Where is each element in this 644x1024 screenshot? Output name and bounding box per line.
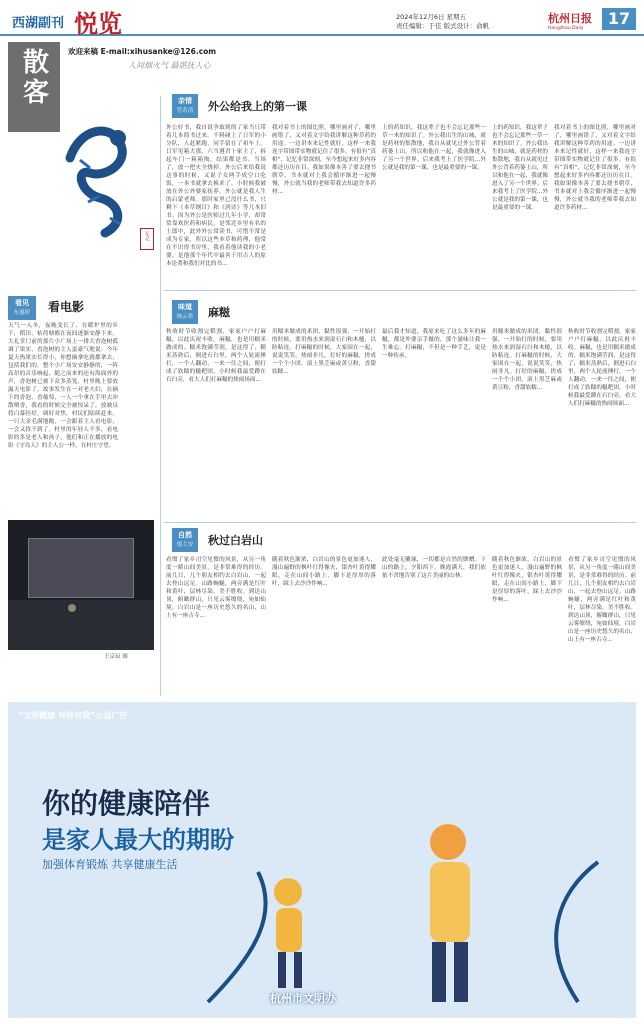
page-header (0, 0, 644, 36)
column-name: 散客 (18, 48, 49, 108)
sidebar-photo (8, 520, 154, 650)
projector-light (68, 604, 76, 612)
article2-tag-label: 味道 (178, 303, 192, 311)
runner-adult-body (430, 862, 470, 942)
article2-tag-author: 杨云希 (176, 314, 194, 320)
ad-label: “文明健康 有你有我”公益广告 (18, 711, 128, 720)
runner-child-head (274, 878, 302, 906)
paper-logo (548, 10, 592, 31)
article1-tag (172, 94, 198, 118)
section-divider-2 (164, 522, 636, 523)
article3-col3: 此处毫无雕琢，一切都是自然的馈赠。下山的路上，夕阳西下，晚霞满天，我们依依不舍地告别了这片美丽的山林。 (382, 557, 486, 579)
article1-tag-author: 管若清 (176, 108, 194, 114)
runner-adult-leg (432, 942, 446, 1002)
article1-col1: 外公好书，我自说争取到的了家当只带着几本简书过来。不料碰上了日军的小分队，人赶紧跑，同手留在了祖车上。日军见箱大那，六当遵君十家主了，拆起车门一箱箱掏，结果都是书。当场了，放一把火全烧掉。外公后来给我说这事的时候，又说子女两手成空口吃饭，一本书就拿去换米了。小时候我被放在外公外婆家抚养，外公就是我人生的启蒙老师。那时家里已没什么书，只剩下《本草纲目》和《唐诗》等几本旧书。因为外公是医师过几年小学，却常常靠欢医药和病民，是邻近乡里有名的土郎中，此外外公常读书，可惜不常是成为专家，所以这些本草和药理，他常在不识得书房里，我看着他读我的小老婆，是他那个年代中最善于用古人的原本论著和我们对比的书... (166, 125, 266, 267)
article3-title: 秋过白岩山 (208, 534, 263, 547)
ad-organization: 杭州市文明办 (270, 992, 336, 1005)
slogan-line: 人间烟火气 最堪抚人心 (128, 61, 211, 70)
article2-col3: 最后我才知道，我原来吃了这么多年的麻糍，都是外婆亲手做的，那个滋味让我一生难忘。打麻糍，不但是一种手艺，更是一种传承。 (382, 329, 486, 359)
masthead-title: 悦览 (74, 9, 122, 38)
ad-headline-1: 你的健康陪伴 (42, 787, 211, 820)
section-name: 西湖副刊 (12, 16, 65, 31)
sidebar-title: 看电影 (48, 300, 85, 314)
column-divider (160, 96, 161, 696)
column-name-box (8, 42, 60, 132)
article1-col5: 我对着书上的图比照，哪里画对了，哪里画错了，又对着文字给我讲解这种草药的用途。一边讲本来记性就好，这样一来我连字带图带实物就记住了很多。有很有“真相”，记忆非常深刻，至今想起来好多内容都还历历在目。我如果像本善了要去挠书朝草，书本就对上我会循序渐进一起慢慢，外公就当我的老师带我去知道许多药材... (554, 125, 636, 211)
page-number: 17 (602, 8, 636, 30)
runner-adult-head (430, 824, 466, 860)
runner-child-leg (278, 952, 286, 988)
runner-adult-leg (454, 942, 468, 1002)
section-divider-1 (164, 290, 636, 291)
dragon-artwork (60, 98, 136, 248)
article1-col3: 上的药知识，我这辈子也不会忘记那些一草一木的知识了。外公我出生的山城，就是药材的集散地，我自从就见过外公背着药篓上山，所以和他在一起，我就像进入了另一个世界。后来我考上了医学院...外公就是我的第一课，也是最重要的一课。 (382, 125, 486, 171)
photo-caption: 王京辰 图 (104, 654, 128, 660)
runner-child-body (276, 908, 302, 952)
ad-leaf-decoration (556, 862, 598, 1002)
email-line: 欢迎来稿 E-mail:xihusanke@126.com (68, 47, 217, 56)
ad-subline: 加强体育锻炼 共享健康生活 (42, 858, 178, 871)
article2-col4: 用糯米做成的米团，黏性很强，一开始打的时候，要用热水来润湿石臼和木槌，以防粘连。打麻糍的时候，大家围在一起，说说笑笑，热闹非凡。打好的麻糍，搓成一个个小团，滚上黑芝麻或黄豆粉，香甜软糯... (492, 329, 562, 391)
paper-name: 杭州日报 (548, 12, 592, 25)
article1-col4: 上的药知识，我这辈子也不会忘记那些一草一木的知识了。外公我出生的山城，就是药材的集散地，我自从就见过外公背着药篓上山，所以和他在一起，我就像进入了另一个世界。后来我考上了医学院...外公就是我的第一课，也是最重要的一课。 (492, 125, 548, 211)
article3-tag-label: 自然 (178, 531, 192, 539)
runner-child-leg (294, 952, 302, 988)
article1-col2: 我对着书上的图比照，哪里画对了，哪里画错了，又对着文字给我讲解这种草药的用途。一边讲本来记性就好，这样一来我连字带图带实物就记住了很多。有很有“真相”，记忆非常深刻，至今想起来好多内容都还历历在目。我如果像本善了要去挠书朝草，书本就对上我会循序渐进一起慢慢，外公就当我的老师带我去知道许多药材... (272, 125, 376, 195)
seal-stamp (140, 228, 154, 250)
article3-col5: 看惯了家乡司空见惯的风景，从另一角度一睹山间美景，是非常难得的经历。前几日，几个朋友相约去白岩山，一起去登山远足。山路蜿蜒，两旁满是红叶和黄叶，层林尽染，美不胜收。到达山顶，俯瞰群山，只见云雾缭绕，宛如仙境。白岩山是一座历史悠久的名山，山上有一座古寺... (568, 557, 636, 643)
sidebar-tag-label: 看见 (15, 299, 29, 307)
article3-col1: 看惯了家乡司空见惯的风景，从另一角度一睹山间美景，是非常难得的经历。前几日，几个朋友相约去白岩山，一起去登山远足。山路蜿蜒，两旁满是红叶和黄叶，层林尽染，美不胜收。到达山顶，俯瞰群山，只见云雾缭绕，宛如仙境。白岩山是一座历史悠久的名山，山上有一座古寺... (166, 557, 266, 619)
public-service-ad (8, 702, 636, 1018)
dragon-illustration (60, 98, 136, 248)
paper-name-en: Hangzhou Daily (548, 26, 584, 31)
article2-col1: 秋收时节收割完稻割，家家户户打麻糍，以此庆祝丰收。麻糍，也是用糯米做成的。糯米饱满莹润，是这得了，糯米蒸熟后，倒进石臼里，两个人轮流捶打，一个人翻动，一来一往之间，便打成了软糯的糍粑团。小时候我最爱蹲在石臼旁，看大人们打麻糍的热闹场面... (166, 329, 266, 383)
article3-col4: 随着秋色渐浓，白岩山的景色更加迷人，漫山遍野的枫叶红得像火，银杏叶黄得耀眼，走在山间小路上，脚下是厚厚的落叶，踩上去沙沙作响... (492, 557, 562, 603)
ad-leaf-decoration (208, 872, 266, 1002)
movie-screen (28, 538, 134, 598)
article2-tag (172, 300, 198, 324)
article1-title: 外公给我上的第一课 (208, 100, 307, 113)
article3-tag (172, 528, 198, 552)
article2-title: 麻糍 (208, 306, 230, 319)
sidebar-tag-author: 东惠婷 (13, 310, 31, 316)
audience-area (8, 600, 154, 650)
article1-tag-label: 亲情 (178, 97, 192, 105)
article2-col2: 用糯米做成的米团，黏性很强，一开始打的时候，要用热水来润湿石臼和木槌，以防粘连。打麻糍的时候，大家围在一起，说说笑笑，热闹非凡。打好的麻糍，搓成一个个小团，滚上黑芝麻或黄豆粉，香甜软糯... (272, 329, 376, 375)
sidebar-body: 天气一入冬，夜晚变长了。在暖炉里的乡下，稻田、枯荷塘都在夜间逐渐安静下来。大礼堂门前的那片小广场上一排大香泡树孤调了果实，香泡树的主人蛮豪气地说：今年夏天热果实长得小，你想摘拿吃就都拿去，包括我们的。整个小广场安安静静的，一阵高昂的音乐响起，随之而来的还有海面外的声，香泡树已被下众多蒸笼，村里晚上要放露天电影了。故事发生在一对老夫妇，在摘下的香泡、香葡萄，一人一个拿在手里去冲散喷香，我看的时候完全被惊呆了。放映员将白幕挂好，调好对焦，村民们陆续赶来。一只大金毛满地跑，一会跟着主人看电影，一会又找不到了。村里的年轻人不多，看电影的多是老人和孩子，他们和正在播放的电影《守岛人》的主人公一样，在村庄守望。 (8, 323, 118, 449)
ad-runners-illustration (198, 772, 618, 1012)
ad-headline-2: 是家人最大的期盼 (42, 826, 234, 854)
sidebar-tag (8, 296, 36, 320)
article3-tag-author: 郁主安 (176, 542, 194, 548)
article2-col5: 秋收时节收割完稻割，家家户户打麻糍，以此庆祝丰收。麻糍，也是用糯米做成的。糯米饱满莹润，是这得了，糯米蒸熟后，倒进石臼里，两个人轮流捶打，一个人翻动，一来一往之间，便打成了软糯的糍粑团。小时候我最爱蹲在石臼旁，看大人们打麻糍的热闹场面... (568, 329, 636, 407)
issue-date: 2024年12月6日 星期五 (396, 13, 467, 21)
article3-col2: 随着秋色渐浓，白岩山的景色更加迷人，漫山遍野的枫叶红得像火，银杏叶黄得耀眼，走在山间小路上，脚下是厚厚的落叶，踩上去沙沙作响... (272, 557, 376, 587)
seal-text: 无灵 (143, 231, 150, 241)
editors-line: 责任编辑：于佳 版式设计：俞帆 (396, 22, 490, 30)
